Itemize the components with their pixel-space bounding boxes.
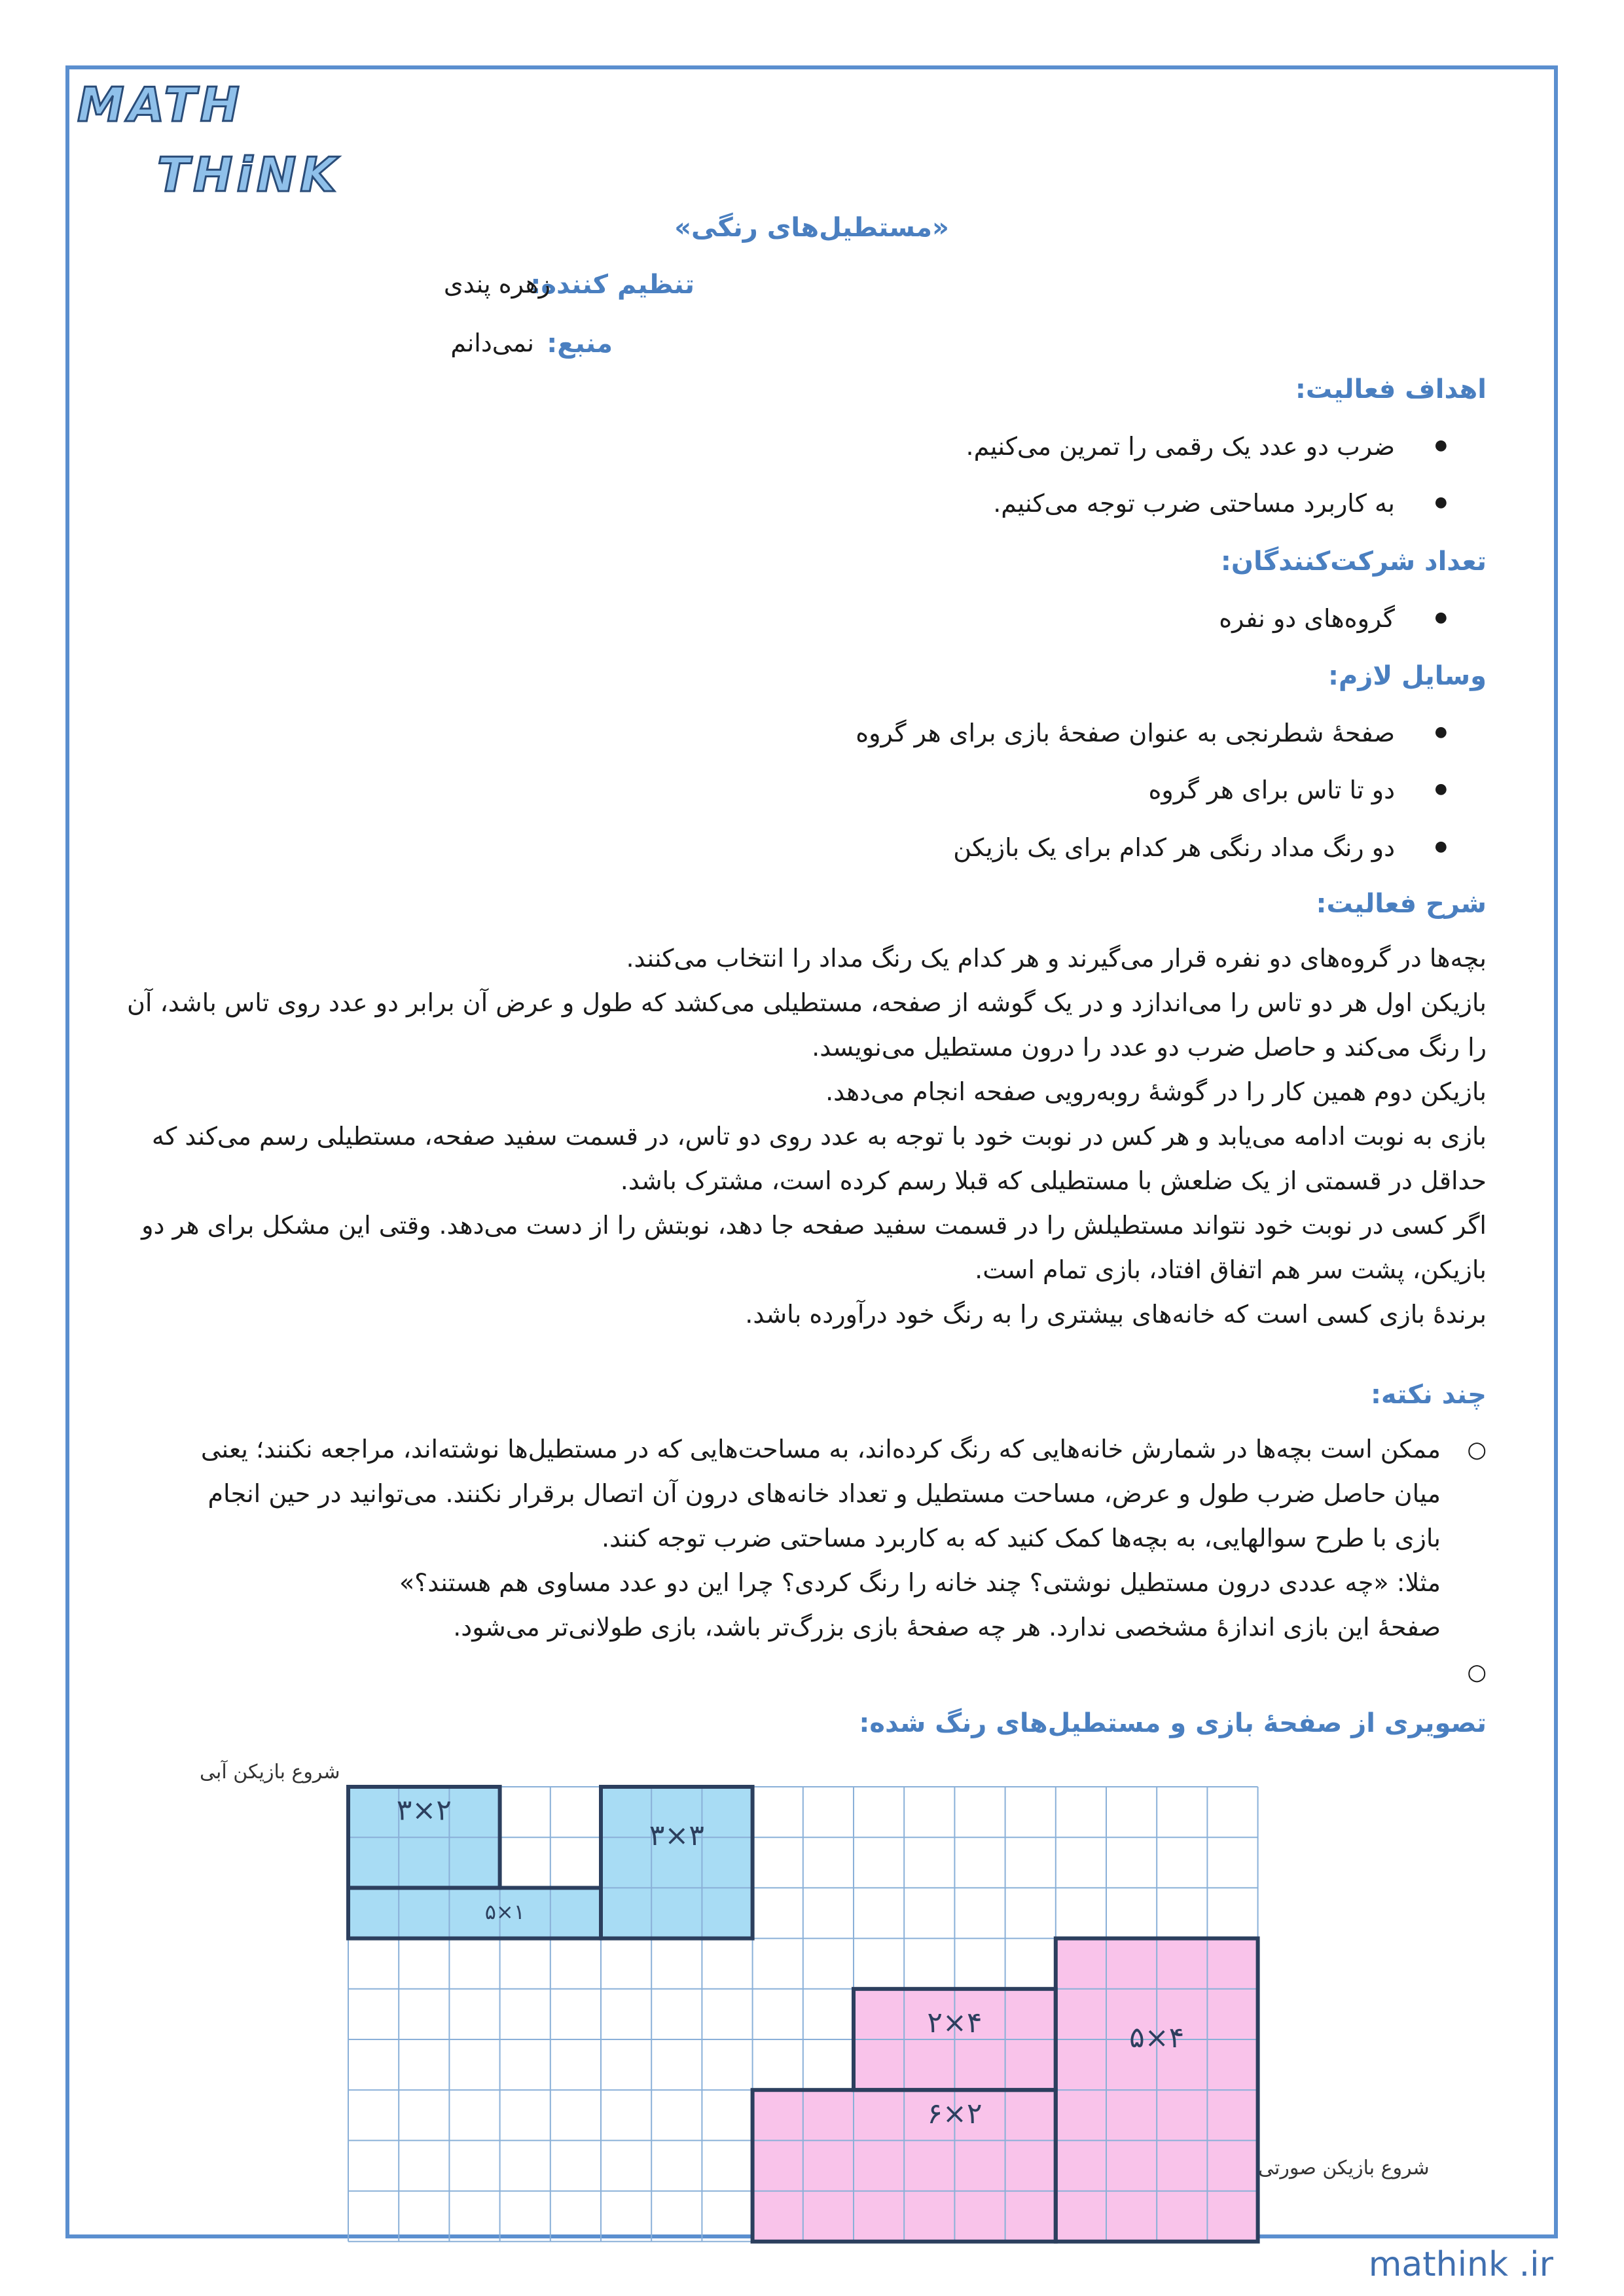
participants-heading: تعداد شرکت‌کنندگان: — [1220, 547, 1487, 577]
description-paragraph: برندهٔ بازی کسی است که خانه‌های بیشتری را به رنگ خود درآورده باشد. — [745, 1300, 1487, 1329]
blue-rect-fill — [348, 1888, 601, 1938]
footer-website: mathink .ir — [1368, 2245, 1553, 2284]
page-title: «مستطیل‌های رنگی» — [674, 213, 949, 243]
tip-item: مثلا: «چه عددی درون مستطیل نوشتی؟ چند خانه را رنگ کردی؟ چرا این دو عدد مساوی هم هستند؟» — [399, 1568, 1441, 1597]
pink-start-label: شروع بازیکن صورتی — [1258, 2157, 1430, 2179]
description-paragraph: اگر کسی در نوبت خود نتواند مستطیلش را در قسمت سفید صفحه جا دهد، نوبتش را از دست می‌دهد. وقتی این مشکل برای هر دو بازیکن، پشت سر هم اتفاق افتاد، بازی تمام است. — [141, 1211, 1487, 1284]
rect-area-label: ۵×۴ — [1129, 2021, 1185, 2054]
rect-area-label: ۲×۴ — [927, 2005, 983, 2039]
organizer-label: تنظیم کننده: — [530, 270, 695, 300]
description-paragraph: بازیکن اول هر دو تاس را می‌اندازد و در یک گوشه از صفحه، مستطیلی می‌کشد که طول و عرض آن برابر دو عدد روی تاس باشد، آن را رنگ می‌کند و حاصل ضرب دو عدد را درون مستطیل می‌نویسد. — [127, 988, 1487, 1062]
material-item: ● دو رنگ مداد رنگی هر کدام برای یک بازیکن — [953, 833, 1395, 862]
rect-area-label: ۵×۱ — [484, 1899, 525, 1924]
participant-item: ● گروه‌های دو نفره — [1219, 604, 1395, 633]
description-paragraph: بازی به نوبت ادامه می‌یابد و هر کس در نوبت خود با توجه به عدد روی دو تاس، در قسمت سفید صفحه، مستطیلی رسم می‌کند که حداقل در قسمتی از یک ضلعش با مستطیلی که قبلا رسم کرده است، مشترک باشد. — [151, 1122, 1487, 1195]
material-item: ● دو تا تاس برای هر گروه — [1148, 776, 1395, 804]
description-paragraph: بچه‌ها در گروه‌های دو نفره قرار می‌گیرند و هر کدام یک رنگ مداد را انتخاب می‌کنند. — [626, 944, 1487, 973]
blue-start-label: شروع بازیکن آبی — [200, 1761, 340, 1784]
materials-heading: وسایل لازم: — [1328, 661, 1487, 691]
tip-item: صفحهٔ این بازی اندازهٔ مشخصی ندارد. هر چه صفحهٔ بازی بزرگ‌تر باشد، بازی طولانی‌تر می‌شود. — [453, 1613, 1441, 1641]
blue-rect-fill — [601, 1787, 753, 1939]
description-heading: شرح فعالیت: — [1316, 889, 1487, 919]
tip-marker: ○ — [1467, 1437, 1487, 1463]
organizer-value: زهره پندی — [443, 270, 550, 298]
figure-heading: تصویری از صفحهٔ بازی و مستطیل‌های رنگ شده: — [859, 1708, 1487, 1738]
source-label: منبع: — [547, 329, 613, 359]
rect-area-label: ۶×۲ — [927, 2096, 983, 2130]
description-paragraph: بازیکن دوم همین کار را در گوشهٔ روبه‌رویی صفحه انجام می‌دهد. — [825, 1077, 1487, 1106]
rect-area-label: ۳×۲ — [396, 1793, 452, 1827]
goal-item: ● به کاربرد مساحتی ضرب توجه می‌کنیم. — [993, 489, 1395, 518]
goals-heading: اهداف فعالیت: — [1295, 374, 1487, 404]
tip-item: ممکن است بچه‌ها در شمارش خانه‌هایی که رنگ کرده‌اند، به مساحت‌هایی که در مستطیل‌ها نوشته‌اند، مراجعه نکنند؛ یعنی میان حاصل ضرب طول و عرض، مساحت مستطیل و تعداد خانه‌های درون آن اتصال برقرار نکنند. می‌توانید در حین انجام بازی با طرح سوالهایی، به بچه‌ها کمک کنید که به کاربرد مساحتی ضرب توجه کنند. — [200, 1435, 1441, 1552]
goal-item: ● ضرب دو عدد یک رقمی را تمرین می‌کنیم. — [966, 432, 1395, 461]
material-item: ● صفحهٔ شطرنجی به عنوان صفحهٔ بازی برای هر گروه — [856, 719, 1395, 747]
logo-think: THiNK — [157, 147, 341, 202]
tips-heading: چند نکته: — [1370, 1380, 1487, 1410]
tip-marker: ○ — [1467, 1659, 1487, 1685]
logo-math: MATH — [77, 77, 244, 132]
rect-area-label: ۳×۳ — [649, 1819, 704, 1853]
source-value: نمی‌دانم — [450, 329, 534, 357]
